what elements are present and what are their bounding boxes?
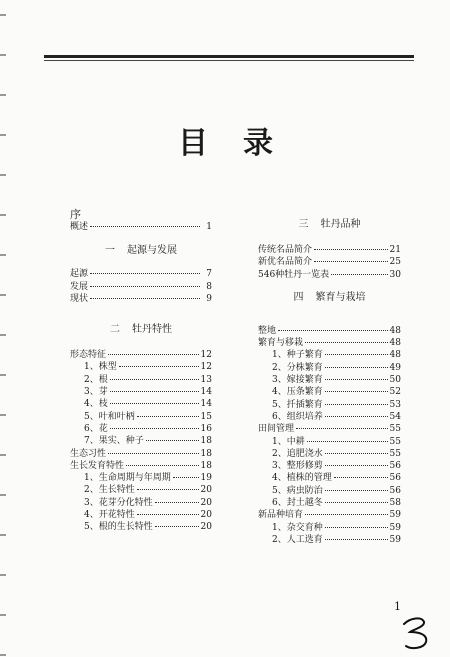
toc-entry[interactable]: 新优名品简介 25	[258, 257, 401, 268]
entry-page: 1	[206, 222, 212, 232]
toc-subentry[interactable]: 7、果实、种子 18	[84, 436, 212, 447]
section-heading-4: 四 繁育与栽培	[293, 291, 366, 303]
toc-entry[interactable]: 传统名品简介 21	[258, 245, 401, 255]
toc-subentry[interactable]: 6、组织培养 54	[272, 411, 401, 422]
toc-subentry[interactable]: 2、生长特性 20	[84, 485, 212, 496]
toc-entry[interactable]: 新品种培育 59	[258, 510, 401, 521]
toc-subentry[interactable]: 5、病虫防治 56	[272, 485, 401, 496]
section-heading-1: 一 起源与发展	[105, 245, 177, 257]
toc-entry[interactable]: 546种牡丹一览表 30	[258, 269, 401, 280]
toc-subentry[interactable]: 5、扦插繁育 53	[272, 399, 401, 410]
toc-entry[interactable]: 生长发育特性 18	[70, 460, 212, 471]
scan-binding-edge	[0, 0, 6, 657]
toc-subentry[interactable]: 1、中耕 55	[272, 436, 401, 447]
toc-subentry[interactable]: 3、芽 14	[84, 387, 212, 398]
toc-entry-overview[interactable]	[70, 221, 212, 233]
toc-entry[interactable]: 起源 7	[70, 269, 212, 280]
toc-entry[interactable]: 生态习性 18	[70, 448, 212, 459]
preface-heading: 序	[70, 208, 81, 221]
entry-label: 概述	[70, 222, 89, 232]
toc-subentry[interactable]: 5、根的生长特性 20	[84, 522, 212, 533]
toc-subentry[interactable]: 2、人工选育 59	[272, 534, 401, 545]
toc-subentry[interactable]: 3、整形修剪 56	[272, 461, 401, 472]
toc-subentry[interactable]: 2、分株繁育 49	[272, 362, 401, 373]
section-heading-3: 三 牡丹品种	[298, 219, 361, 230]
toc-subentry[interactable]: 1、种子繁育 48	[272, 350, 401, 361]
toc-subentry[interactable]: 6、花 16	[84, 423, 212, 434]
toc-subentry[interactable]: 6、封土越冬 58	[272, 498, 401, 509]
toc-subentry[interactable]: 4、植株的管理 56	[272, 473, 401, 484]
header-rule-thick	[44, 55, 414, 58]
toc-entry[interactable]: 繁育与移栽 48	[258, 338, 401, 349]
toc-subentry[interactable]: 3、花芽分化特性 20	[84, 497, 212, 508]
toc-entry[interactable]: 形态特征 12	[70, 350, 212, 361]
title-char-1: 目	[178, 126, 208, 161]
header-rule-thin	[44, 60, 414, 61]
toc-right-column	[258, 218, 401, 546]
leader-dots	[90, 226, 200, 227]
toc-entry[interactable]: 整地 48	[258, 325, 401, 336]
section-heading-2: 二 牡丹特性	[110, 324, 172, 336]
toc-left-column	[70, 208, 212, 534]
toc-entry[interactable]: 发展 8	[70, 281, 212, 292]
toc-subentry[interactable]: 2、根 13	[84, 374, 212, 385]
toc-subentry[interactable]: 4、枝 14	[84, 399, 212, 410]
page-title	[0, 118, 450, 161]
page-number: 1	[394, 600, 401, 613]
toc-entry[interactable]: 田间管理 55	[258, 424, 401, 435]
toc-subentry[interactable]: 4、压条繁育 52	[272, 387, 401, 398]
title-char-2: 录	[243, 126, 273, 161]
toc-subentry[interactable]: 1、株型 12	[84, 362, 212, 373]
toc-entry[interactable]: 现状 9	[70, 293, 212, 304]
toc-subentry[interactable]: 1、生命周期与年周期 19	[84, 473, 212, 484]
toc-subentry[interactable]: 4、开花特性 20	[84, 510, 212, 521]
toc-subentry[interactable]: 3、嫁接繁育 50	[272, 375, 401, 386]
toc-subentry[interactable]: 5、叶和叶柄 15	[84, 411, 212, 422]
handwritten-mark	[400, 612, 434, 652]
toc-subentry[interactable]: 1、杂交育种 59	[272, 522, 401, 533]
toc-subentry[interactable]: 2、追肥浇水 55	[272, 448, 401, 459]
